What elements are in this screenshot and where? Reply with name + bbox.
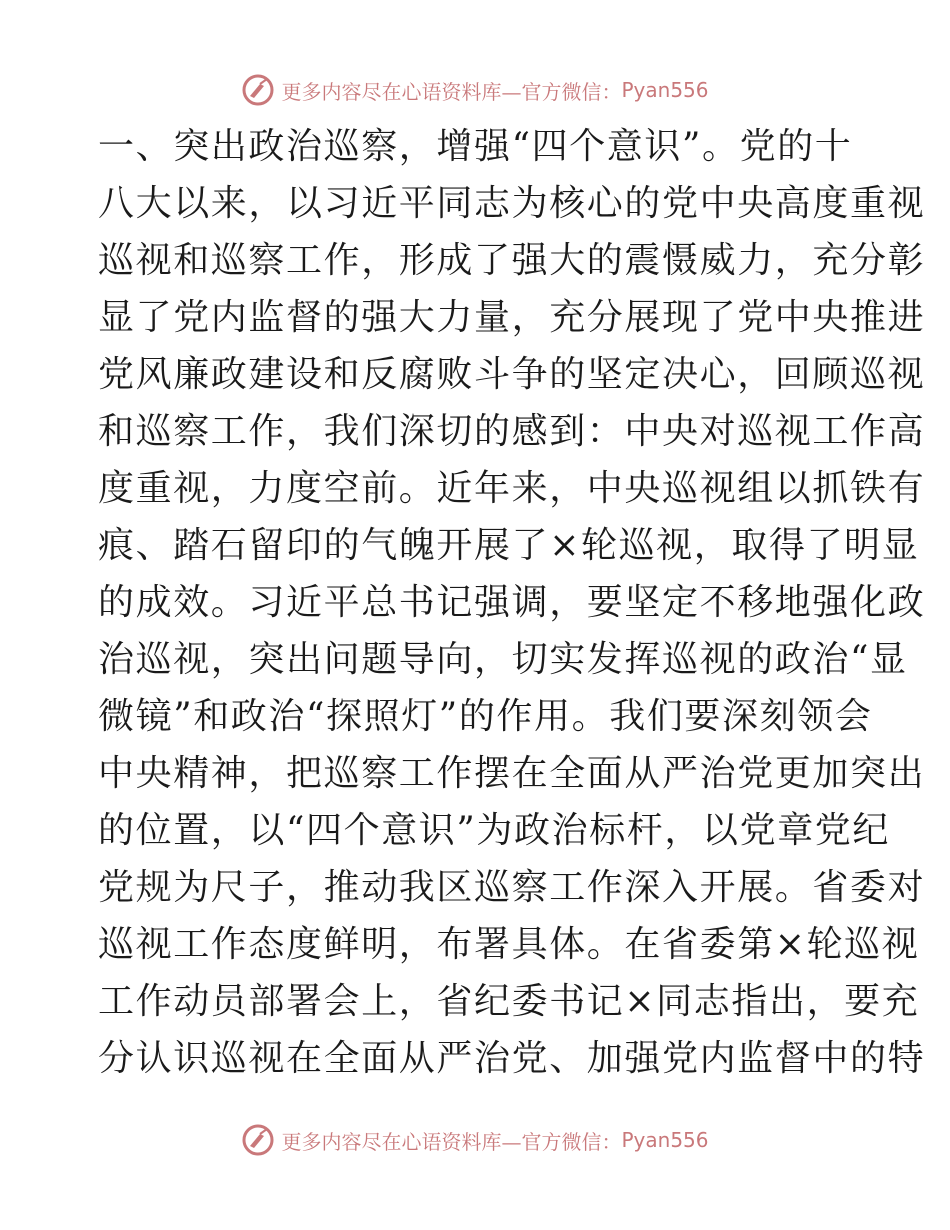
- text-line: 治巡视，突出问题导向，切实发挥巡视的政治“显: [98, 639, 908, 680]
- text-line: 党规为尺子，推动我区巡察工作深入开展。省委对: [98, 867, 926, 908]
- text-line: 痕、踏石留印的气魄开展了×轮巡视，取得了明显: [98, 525, 920, 566]
- watermark-handle: Pyan556: [621, 1128, 709, 1152]
- text-line: 中央精神，把巡察工作摆在全面从严治党更加突出: [98, 753, 926, 794]
- text-line: 工作动员部署会上，省纪委书记×同志指出，要充: [98, 981, 920, 1022]
- text-line: 一、突出政治巡察，增强“四个意识”。党的十: [98, 126, 853, 167]
- text-line: 显了党内监督的强大力量，充分展现了党中央推进: [98, 297, 926, 338]
- text-line: 和巡察工作，我们深切的感到：中央对巡视工作高: [98, 411, 926, 452]
- watermark-handle: Pyan556: [621, 78, 709, 102]
- text-line: 党风廉政建设和反腐败斗争的坚定决心，回顾巡视: [98, 354, 926, 395]
- text-line: 分认识巡视在全面从严治党、加强党内监督中的特: [98, 1038, 926, 1079]
- text-line: 巡视工作态度鲜明，布署具体。在省委第×轮巡视: [98, 924, 920, 965]
- text-line: 八大以来，以习近平同志为核心的党中央高度重视: [98, 183, 926, 224]
- watermark-logo-icon: [241, 1123, 275, 1157]
- text-line: 微镜”和政治“探照灯”的作用。我们要深刻领会: [98, 696, 873, 737]
- footer-watermark: [0, 1120, 950, 1160]
- watermark-logo-icon: [241, 73, 275, 107]
- watermark-text: 更多内容尽在心语资料库—官方微信：: [281, 79, 622, 104]
- header-watermark: [0, 70, 950, 110]
- text-line: 的位置，以“四个意识”为政治标杆，以党章党纪: [98, 810, 891, 851]
- text-line: 度重视，力度空前。近年来，中央巡视组以抓铁有: [98, 468, 926, 509]
- watermark-text: 更多内容尽在心语资料库—官方微信：: [281, 1129, 622, 1154]
- text-line: 的成效。习近平总书记强调，要坚定不移地强化政: [98, 582, 926, 623]
- text-line: 巡视和巡察工作，形成了强大的震慑威力，充分彰: [98, 240, 926, 281]
- document-body: [98, 118, 926, 1087]
